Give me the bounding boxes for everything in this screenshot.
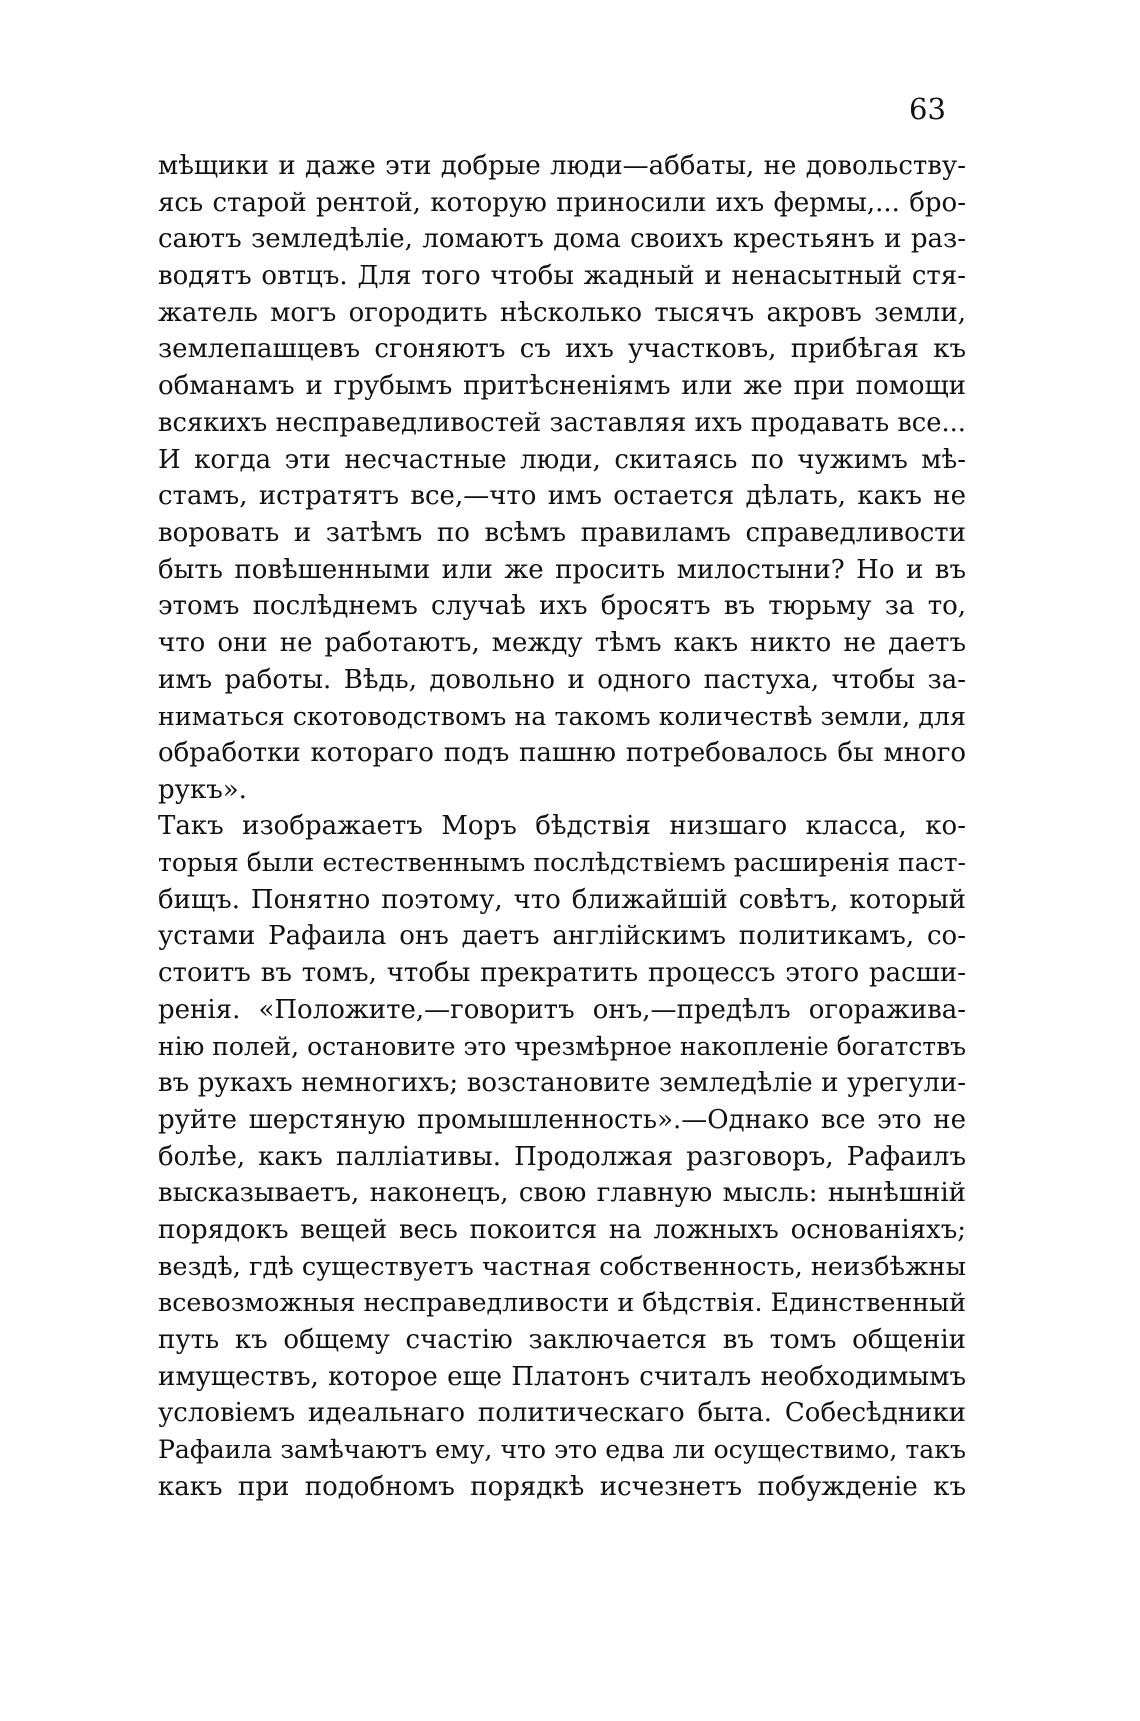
text-line: вездѣ, гдѣ существуетъ частная собственность, неизбѣжны: [158, 1251, 966, 1282]
text-line: бищъ. Понятно поэтому, что ближайшій совѣтъ, который: [158, 884, 966, 915]
text-line: стоитъ въ томъ, чтобы прекратить процессъ этого расши-: [158, 958, 966, 989]
text-line: условіемъ идеальнаго политическаго быта. Собесѣдники: [158, 1398, 966, 1429]
text-line: землепашцевъ сгоняютъ съ ихъ участковъ, прибѣгая къ: [158, 334, 966, 365]
text-line: какъ при подобномъ порядкѣ исчезнетъ побужденіе къ: [158, 1471, 966, 1502]
text-line: этомъ послѣднемъ случаѣ ихъ бросятъ въ тюрьму за то,: [158, 591, 966, 622]
text-line: водятъ овтцъ. Для того чтобы жадный и ненасытный стя-: [158, 261, 966, 292]
text-line: имуществъ, которое еще Платонъ считалъ необходимымъ: [158, 1361, 966, 1392]
text-line: обманамъ и грубымъ притѣсненіямъ или же при помощи: [158, 371, 966, 402]
text-line: высказываетъ, наконецъ, свою главную мысль: нынѣшній: [158, 1178, 966, 1209]
text-line: въ рукахъ немногихъ; возстановите земледѣліе и урегули-: [158, 1068, 966, 1099]
text-line: нію полей, остановите это чрезмѣрное накопленіе богатствъ: [158, 1031, 966, 1061]
text-line: путь къ общему счастію заключается въ томъ общеніи: [158, 1325, 966, 1355]
text-line: Рафаила замѣчаютъ ему, что это едва ли осуществимо, такъ: [158, 1435, 966, 1465]
text-line: имъ работы. Вѣдь, довольно и одного пастуха, чтобы за-: [158, 664, 966, 695]
text-line: мѣщики и даже эти добрые люди—аббаты, не довольству-: [158, 151, 966, 181]
text-line: саютъ земледѣліе, ломаютъ дома своихъ крестьянъ и раз-: [158, 224, 966, 255]
text-line: стамъ, истратятъ все,—что имъ остается дѣлать, какъ не: [158, 481, 966, 512]
text-line: жатель могъ огородить нѣсколько тысячъ акровъ земли,: [158, 297, 966, 328]
text-line: обработки котораго подъ пашню потребовалось бы много: [158, 738, 966, 768]
text-line: ясь старой рентой, которую приносили ихъ фермы,... бро-: [158, 187, 966, 218]
text-line: руйте шерстяную промышленность».—Однако все это не: [158, 1104, 966, 1135]
text-line: порядокъ вещей весь покоится на ложныхъ основаніяхъ;: [158, 1214, 966, 1245]
text-line: торыя были естественнымъ послѣдствіемъ расширенія паст-: [158, 848, 966, 878]
page-number: 63: [909, 92, 946, 126]
text-line: воровать и затѣмъ по всѣмъ правиламъ справедливости: [158, 517, 966, 548]
text-line: быть повѣшенными или же просить милостыни? Но и въ: [158, 554, 966, 585]
text-line: всякихъ несправедливостей заставляя ихъ продавать все...: [158, 407, 966, 438]
text-line: И когда эти несчастные люди, скитаясь по чужимъ мѣ-: [158, 444, 966, 475]
text-line: ниматься скотоводствомъ на такомъ количествѣ земли, для: [158, 701, 966, 732]
text-line: ренія. «Положите,—говоритъ онъ,—предѣлъ огораживa-: [158, 994, 966, 1025]
text-line: болѣе, какъ палліативы. Продолжая разговоръ, Рафаилъ: [158, 1141, 966, 1172]
body-text: [158, 148, 966, 1505]
text-line-paragraph-end: рукъ».: [158, 774, 247, 805]
text-line: всевозможныя несправедливости и бѣдствія. Единственный: [158, 1288, 967, 1318]
text-line: устами Рафаила онъ даетъ англійскимъ политикамъ, со-: [158, 921, 966, 952]
text-line: Такъ изображаетъ Моръ бѣдствія низшаго класса, ко-: [158, 811, 966, 842]
text-line: что они не работаютъ, между тѣмъ какъ никто не даетъ: [158, 627, 966, 658]
